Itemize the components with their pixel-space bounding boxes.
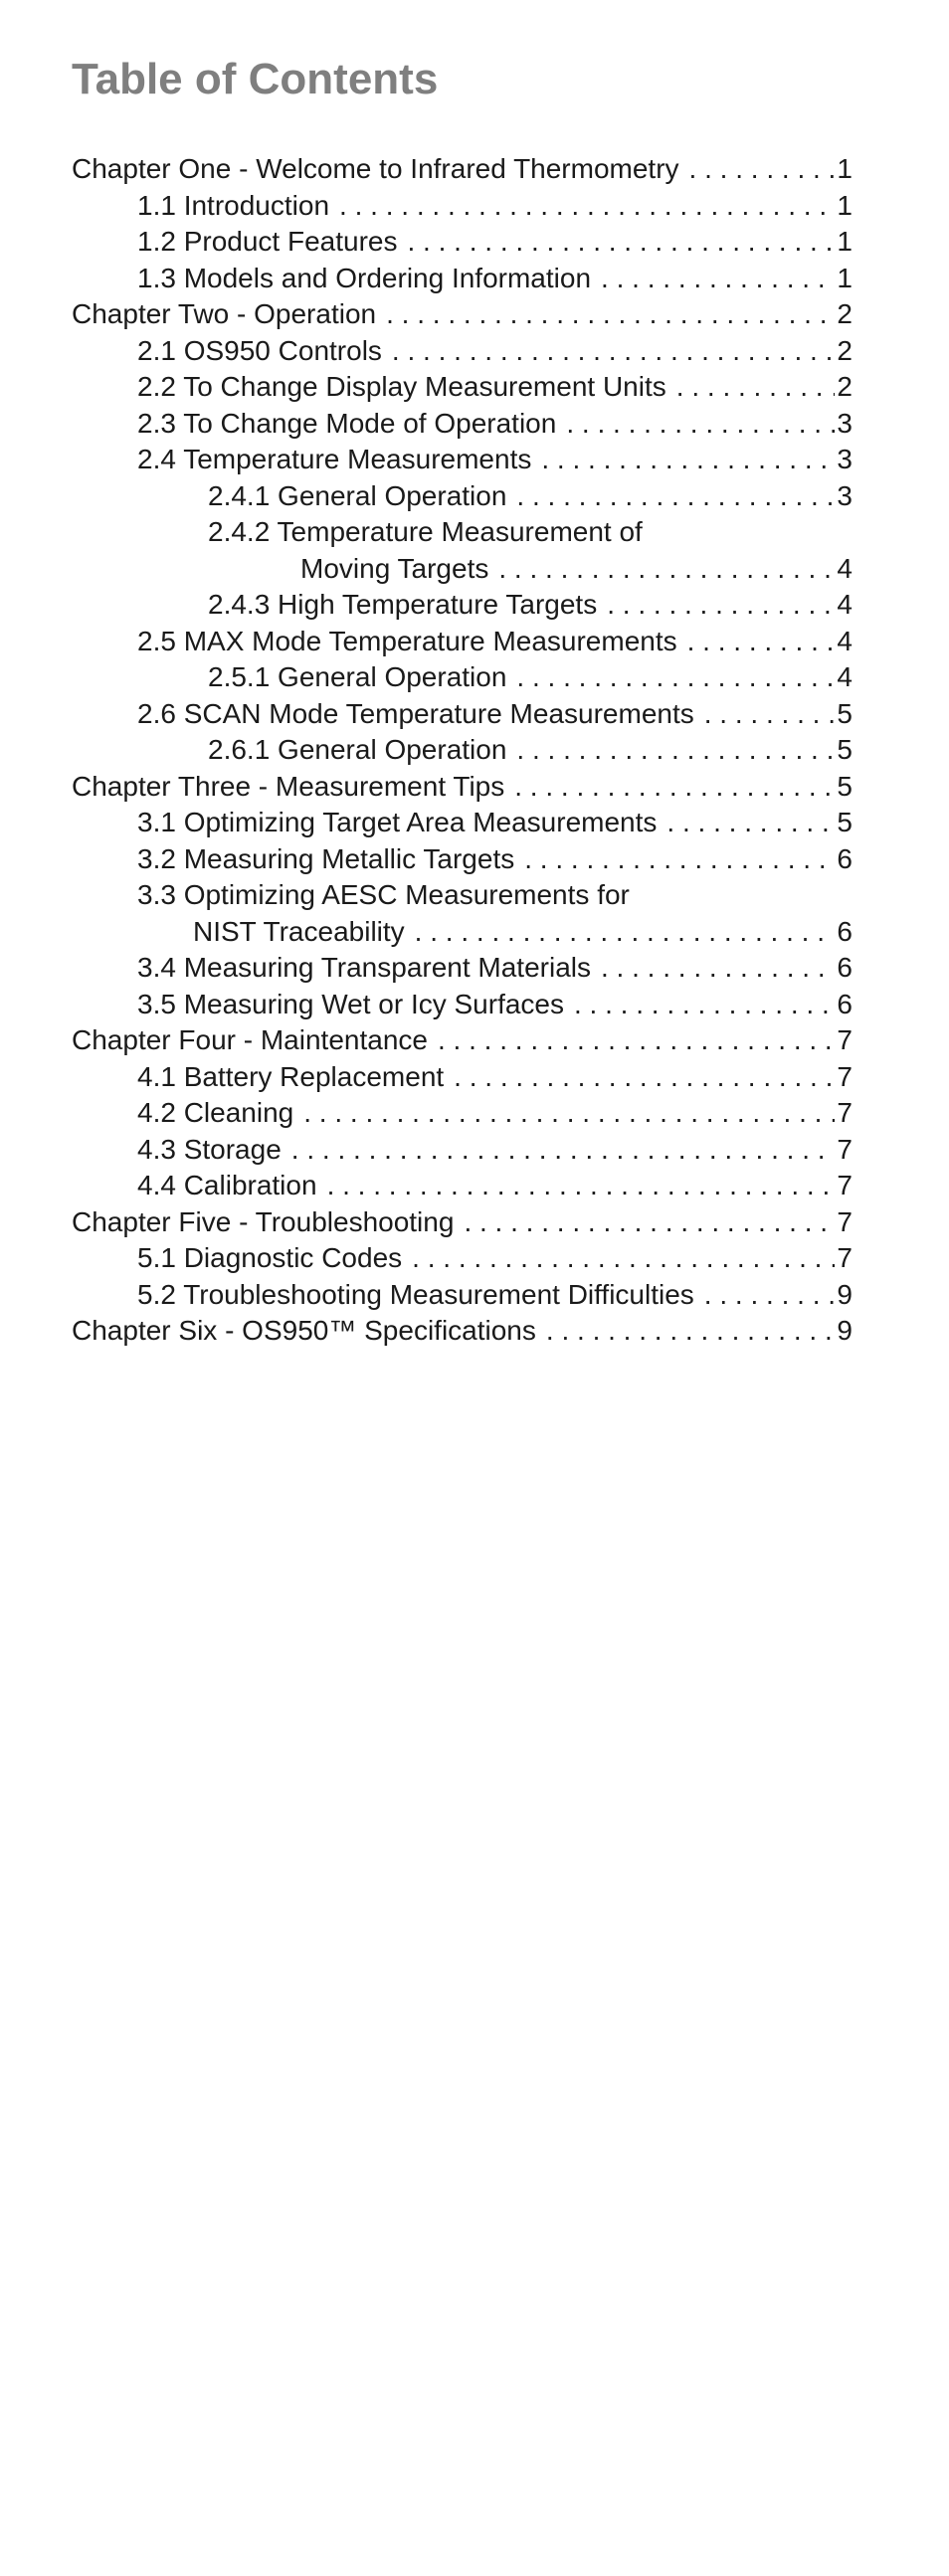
toc-entry-title: 2.5 MAX Mode Temperature Measurements — [137, 625, 677, 656]
toc-entry-title: 2.4.1 General Operation — [208, 479, 507, 511]
dot-leader — [687, 624, 836, 660]
toc-entry-title: 1.3 Models and Ordering Information — [137, 262, 592, 293]
dot-leader — [514, 769, 835, 806]
toc-entry[interactable] — [72, 151, 853, 188]
dot-leader — [291, 1132, 836, 1169]
toc-entry-page-number: 6 — [837, 952, 853, 983]
toc-entry-title: Moving Targets — [300, 552, 489, 584]
toc-entry[interactable] — [72, 805, 853, 841]
toc-entry-page-number: 9 — [837, 1278, 853, 1310]
toc-entry-page-number: 6 — [837, 842, 853, 874]
page-title: Table of Contents — [72, 55, 439, 103]
toc-entry-title: 2.3 To Change Mode of Operation — [137, 407, 557, 439]
toc-entry-title: Chapter Six - OS950™ Specifications — [72, 1315, 536, 1346]
toc-entry-title: 3.1 Optimizing Target Area Measurements — [137, 807, 658, 837]
dot-leader — [607, 587, 835, 624]
toc-entry[interactable] — [72, 1022, 853, 1059]
dot-leader — [704, 1277, 836, 1314]
toc-entry[interactable] — [72, 369, 853, 406]
toc-entry[interactable] — [72, 551, 853, 588]
toc-entry-page-number: 7 — [837, 1060, 853, 1092]
toc-entry-title: Chapter Two - Operation — [72, 298, 377, 329]
toc-entry-title: 1.1 Introduction — [137, 189, 330, 221]
toc-entry[interactable] — [72, 1168, 853, 1204]
dot-leader — [516, 732, 835, 769]
toc-entry-title: NIST Traceability — [193, 915, 405, 947]
dot-leader — [516, 478, 835, 515]
dot-leader — [689, 151, 836, 188]
toc-entry-page-number: 4 — [837, 625, 853, 656]
toc-entry-title: 2.6 SCAN Mode Temperature Measurements — [137, 697, 694, 729]
toc-entry[interactable] — [72, 950, 853, 987]
toc-entry-page-number: 1 — [837, 262, 853, 293]
toc-entry-page-number: 3 — [837, 407, 853, 439]
toc-entry-title: 5.2 Troubleshooting Measurement Difficulties — [137, 1278, 694, 1310]
toc-entry[interactable] — [72, 1277, 853, 1314]
toc-entry-title: 3.4 Measuring Transparent Materials — [137, 952, 591, 983]
toc-entry-title: 3.2 Measuring Metallic Targets — [137, 842, 515, 874]
toc-entry-title: 4.1 Battery Replacement — [137, 1060, 445, 1092]
dot-leader — [676, 369, 836, 406]
toc-entry-page-number: 4 — [837, 552, 853, 584]
toc-entry-page-number: 1 — [837, 226, 853, 257]
toc-entry-page-number: 7 — [837, 1097, 853, 1128]
dot-leader — [546, 1313, 836, 1350]
toc-entry-title: 3.3 Optimizing AESC Measurements for — [137, 879, 630, 910]
toc-entry-title: 4.3 Storage — [137, 1133, 282, 1165]
toc-entry-title: 2.4.3 High Temperature Targets — [208, 589, 598, 620]
toc-entry-page-number: 4 — [837, 661, 853, 692]
dot-leader — [386, 296, 835, 333]
toc-entry-page-number: 7 — [837, 1170, 853, 1200]
toc-entry-page-number: 9 — [837, 1315, 853, 1346]
dot-leader — [412, 1240, 835, 1277]
dot-leader — [415, 914, 836, 951]
dot-leader — [327, 1168, 836, 1204]
toc-entry-page-number: 7 — [837, 1205, 853, 1237]
toc-entry-title: 2.5.1 General Operation — [208, 661, 507, 692]
toc-entry[interactable] — [72, 587, 853, 624]
dot-leader — [574, 987, 835, 1023]
toc-entry-title: 5.1 Diagnostic Codes — [137, 1242, 403, 1273]
toc-entry-title: 2.4 Temperature Measurements — [137, 444, 532, 474]
dot-leader — [541, 442, 835, 478]
dot-leader — [601, 261, 835, 297]
toc-entry-page-number: 7 — [837, 1133, 853, 1165]
toc-entry-title: Chapter One - Welcome to Infrared Thermometry — [72, 153, 679, 184]
toc-entry-page-number: 4 — [837, 589, 853, 620]
toc-entry-page-number: 5 — [837, 770, 853, 802]
dot-leader — [407, 224, 835, 261]
toc-entry[interactable] — [72, 261, 853, 297]
toc-entry[interactable] — [72, 514, 853, 551]
toc-entry-page-number: 5 — [837, 807, 853, 837]
toc-entry-title: Chapter Four - Maintentance — [72, 1024, 428, 1055]
toc-entry[interactable] — [72, 769, 853, 806]
toc-entry-page-number: 7 — [837, 1024, 853, 1055]
toc-entry[interactable] — [72, 987, 853, 1023]
toc-entry[interactable] — [72, 188, 853, 225]
toc-entry-page-number: 7 — [837, 1242, 853, 1273]
toc-entry[interactable] — [72, 841, 853, 878]
toc-entry[interactable] — [72, 442, 853, 478]
dot-leader — [454, 1059, 835, 1096]
toc-entry[interactable] — [72, 1132, 853, 1169]
toc-entry-title: Chapter Three - Measurement Tips — [72, 770, 505, 802]
toc-entry-title: 2.1 OS950 Controls — [137, 334, 382, 366]
dot-leader — [516, 659, 835, 696]
toc-entry-title: 2.6.1 General Operation — [208, 734, 507, 765]
toc-entry[interactable] — [72, 296, 853, 333]
toc-entry-title: 4.4 Calibration — [137, 1170, 317, 1200]
toc-entry-page-number: 3 — [837, 479, 853, 511]
dot-leader — [303, 1095, 835, 1132]
toc-entry[interactable] — [72, 1059, 853, 1096]
toc-entry-page-number: 5 — [837, 734, 853, 765]
toc-entry-title: 2.4.2 Temperature Measurement of — [208, 516, 643, 547]
toc-entry[interactable] — [72, 624, 853, 660]
toc-entry-page-number: 2 — [837, 334, 853, 366]
toc-entry[interactable] — [72, 1240, 853, 1277]
dot-leader — [392, 333, 836, 370]
toc-entry-title: Chapter Five - Troubleshooting — [72, 1205, 455, 1237]
dot-leader — [498, 551, 835, 588]
toc-list — [72, 151, 853, 1350]
toc-entry-page-number: 1 — [837, 153, 853, 184]
toc-entry-title: 2.2 To Change Display Measurement Units — [137, 371, 666, 402]
toc-entry[interactable] — [72, 732, 853, 769]
toc-entry-page-number: 2 — [837, 371, 853, 402]
toc-entry[interactable] — [72, 877, 853, 914]
dot-leader — [704, 696, 836, 733]
toc-entry-page-number: 3 — [837, 444, 853, 474]
toc-entry-page-number: 5 — [837, 697, 853, 729]
toc-entry[interactable] — [72, 1313, 853, 1350]
toc-entry[interactable] — [72, 333, 853, 370]
toc-entry-page-number: 1 — [837, 189, 853, 221]
dot-leader — [464, 1204, 835, 1241]
toc-entry-title: 4.2 Cleaning — [137, 1097, 294, 1128]
toc-entry[interactable] — [72, 914, 853, 951]
dot-leader — [438, 1022, 835, 1059]
toc-entry[interactable] — [72, 406, 853, 443]
toc-entry[interactable] — [72, 224, 853, 261]
toc-entry[interactable] — [72, 696, 853, 733]
dot-leader — [524, 841, 835, 878]
toc-entry-page-number: 6 — [837, 988, 853, 1019]
toc-entry[interactable] — [72, 478, 853, 515]
dot-leader — [666, 805, 835, 841]
dot-leader — [339, 188, 835, 225]
toc-entry-title: 3.5 Measuring Wet or Icy Surfaces — [137, 988, 564, 1019]
toc-entry[interactable] — [72, 1095, 853, 1132]
dot-leader — [601, 950, 835, 987]
toc-entry[interactable] — [72, 1204, 853, 1241]
toc-entry-title: 1.2 Product Features — [137, 226, 398, 257]
toc-entry-page-number: 2 — [837, 298, 853, 329]
dot-leader — [566, 406, 835, 443]
toc-entry-page-number: 6 — [837, 915, 853, 947]
toc-entry[interactable] — [72, 659, 853, 696]
